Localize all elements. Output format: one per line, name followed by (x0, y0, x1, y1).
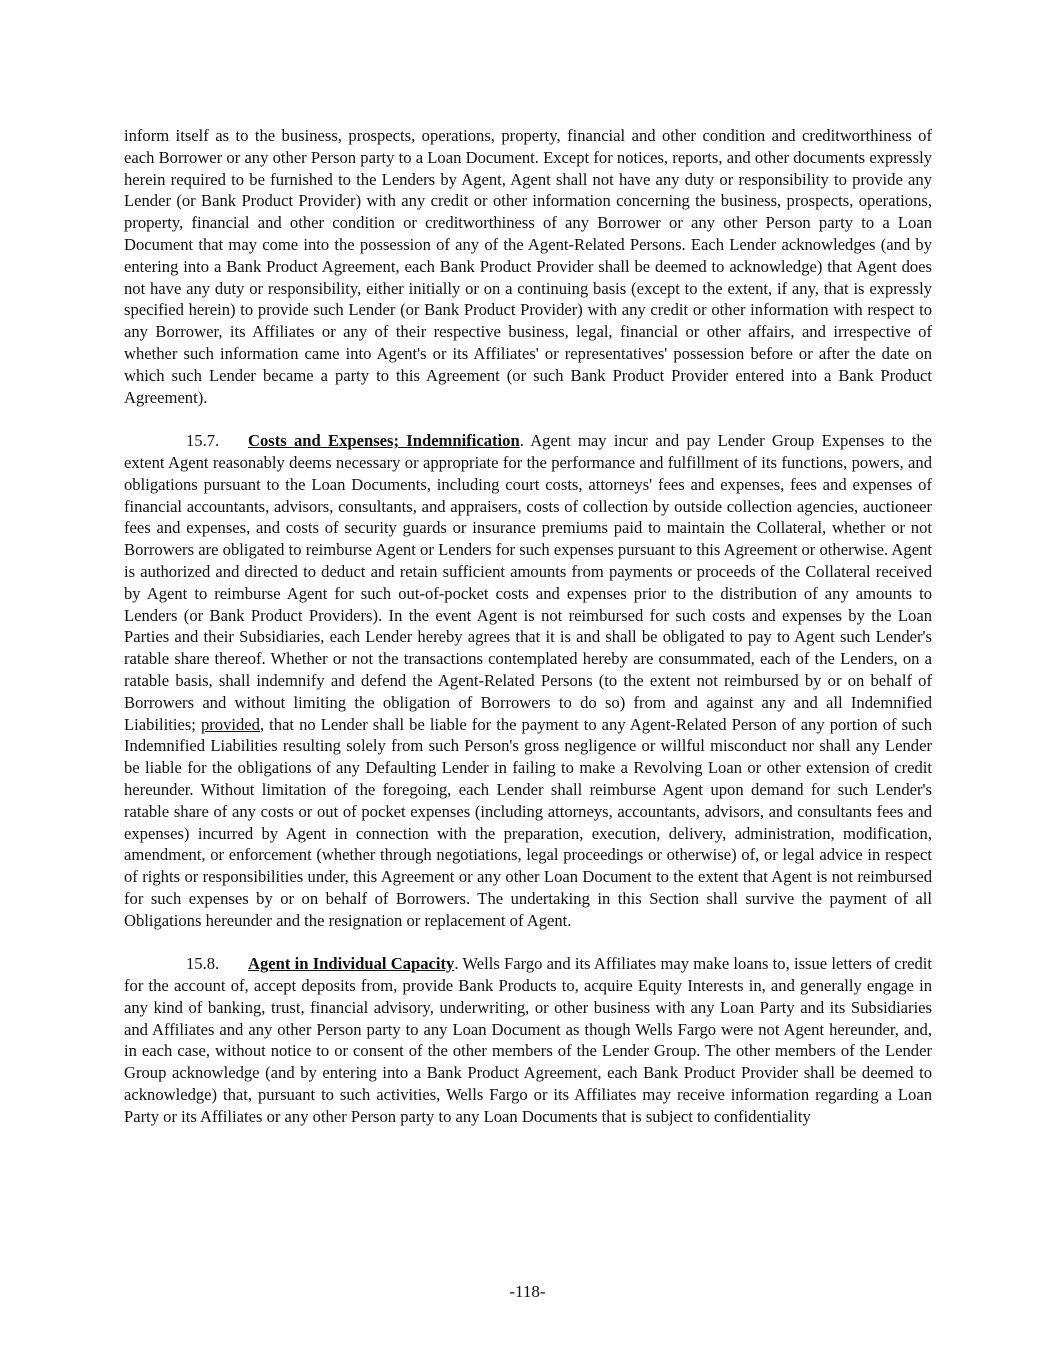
section-15-7-heading: Costs and Expenses; Indemnification (248, 431, 520, 451)
section-15-7-number: 15.7. (186, 431, 220, 451)
document-body (124, 125, 932, 1128)
page-number: -118- (509, 1282, 546, 1301)
section-15-8-text: . Wells Fargo and its Affiliates may make loans to, issue letters of credit for the account of, accept deposits from, provide Bank Products to, acquire Equity Interests in, and generally engage in any kind of banking, trust, financial advisory, underwriting, or other business with any Loan Party and its Subsidiaries and Affiliates and any other Person party to any Loan Document as though Wells Fargo were not Agent hereunder, and, in each case, without notice to or consent of the other members of the Lender Group. The other members of the Lender Group acknowledge (and by entering into a Bank Product Agreement, each Bank Product Provider shall be deemed to acknowledge) that, pursuant to such activities, Wells Fargo or its Affiliates may receive information regarding a Loan Party or its Affiliates or any other Person party to any Loan Documents that is subject to confidentiality (124, 954, 932, 1126)
section-15-7 (124, 430, 932, 931)
provided-term: provided (200, 714, 260, 734)
section-15-7-text-part-1: . Agent may incur and pay Lender Group Expenses to the extent Agent reasonably deems necessary or appropriate for the performance and fulfillment of its functions, powers, and obligations pursuant to the Loan Documents, including court costs, attorneys' fees and expenses, fees and expenses of financial accountants, advisors, consultants, and appraisers, costs of collection by outside collection agencies, auctioneer fees and expenses, and costs of security guards or insurance premiums paid to maintain the Collateral, whether or not Borrowers are obligated to reimburse Agent or Lenders for such expenses pursuant to this Agreement or otherwise. Agent is authorized and directed to deduct and retain sufficient amounts from payments or proceeds of the Collateral received by Agent to reimburse Agent for such out-of-pocket costs and expenses prior to the distribution of any amounts to Lenders (or Bank Product Providers). In the event Agent is not reimbursed for such costs and expenses by the Loan Parties and their Subsidiaries, each Lender hereby agrees that it is and shall be obligated to pay to Agent such Lender's ratable share thereof. Whether or not the transactions contemplated hereby are consummated, each of the Lenders, on a ratable basis, shall indemnify and defend the Agent-Related Persons (to the extent not reimbursed by or on behalf of Borrowers and without limiting the obligation of Borrowers to do so) from and against any and all Indemnified Liabilities; (124, 431, 932, 734)
section-15-8-heading: Agent in Individual Capacity (248, 954, 455, 974)
paragraph-1-text: inform itself as to the business, prospects, operations, property, financial and other condition and creditworthiness of each Borrower or any other Person party to a Loan Document. Except for notices, reports, and other documents expressly herein required to be furnished to the Lenders by Agent, Agent shall not have any duty or responsibility to provide any Lender (or Bank Product Provider) with any credit or other information concerning the business, prospects, operations, property, financial and other condition or creditworthiness of any Borrower or any other Person party to a Loan Document that may come into the possession of any of the Agent-Related Persons. Each Lender acknowledges (and by entering into a Bank Product Agreement, each Bank Product Provider shall be deemed to acknowledge) that Agent does not have any duty or responsibility, either initially or on a continuing basis (except to the extent, if any, that is expressly specified herein) to provide such Lender (or Bank Product Provider) with any credit or other information with respect to any Borrower, its Affiliates or any of their respective business, legal, financial or other affairs, and irrespective of whether such information came into Agent's or its Affiliates' or representatives' possession before or after the date on which such Lender became a party to this Agreement (or such Bank Product Provider entered into a Bank Product Agreement). (124, 126, 932, 407)
paragraph-continuation (124, 125, 932, 408)
section-15-8 (124, 953, 932, 1127)
section-15-8-number: 15.8. (186, 954, 220, 974)
section-15-7-text-part-2: , that no Lender shall be liable for the payment to any Agent-Related Person of any portion of such Indemnified Liabilities resulting solely from such Person's gross negligence or willful misconduct nor shall any Lender be liable for the obligations of any Defaulting Lender in failing to make a Revolving Loan or other extension of credit hereunder. Without limitation of the foregoing, each Lender shall reimburse Agent upon demand for such Lender's ratable share of any costs or out of pocket expenses (including attorneys, accountants, advisors, and consultants fees and expenses) incurred by Agent in connection with the preparation, execution, delivery, administration, modification, amendment, or enforcement (whether through negotiations, legal proceedings or otherwise) of, or legal advice in respect of rights or responsibilities under, this Agreement or any other Loan Document to the extent that Agent is not reimbursed for such expenses by or on behalf of Borrowers. The undertaking in this Section shall survive the payment of all Obligations hereunder and the resignation or replacement of Agent. (124, 714, 932, 930)
